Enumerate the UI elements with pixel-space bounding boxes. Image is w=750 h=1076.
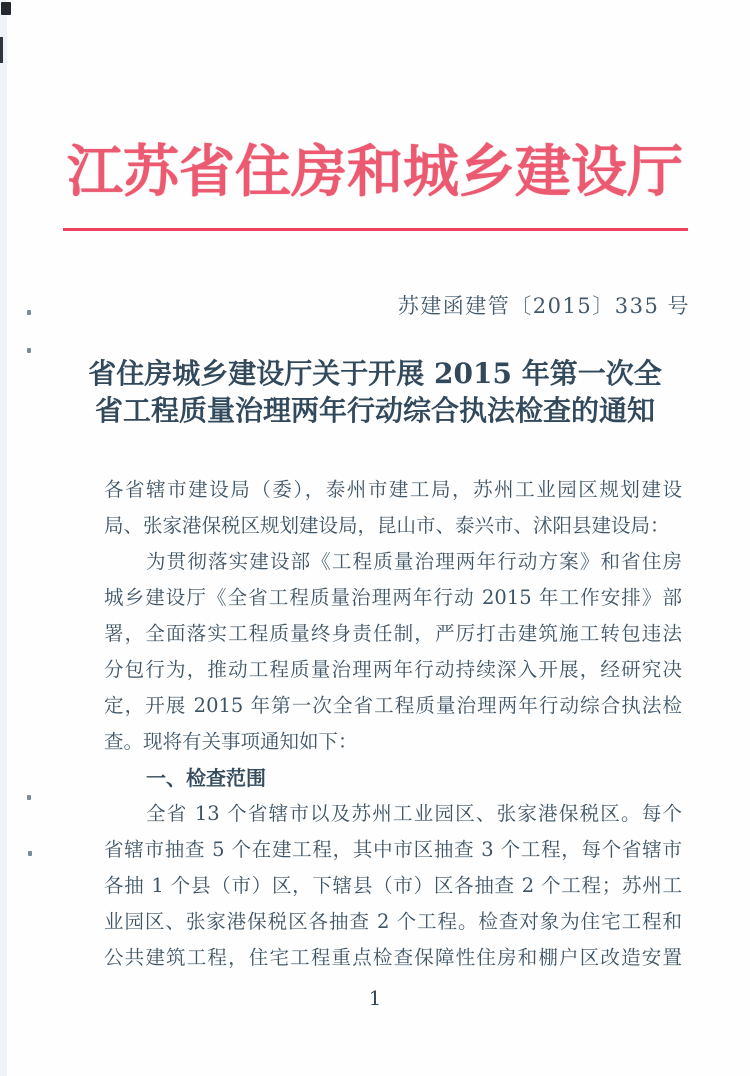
body-line: 省辖市抽查 5 个在建工程，其中市区抽查 3 个工程，每个省辖市 (104, 838, 682, 861)
document-number: 苏建函建管〔2015〕335 号 (397, 294, 690, 318)
body-line: 各抽 1 个县（市）区，下辖县（市）区各抽查 2 个工程；苏州工 (104, 874, 682, 897)
scan-artifact (0, 37, 3, 63)
body-line: 业园区、张家港保税区各抽查 2 个工程。检查对象为住宅工程和 (104, 910, 682, 933)
body-line: 公共建筑工程，住宅工程重点检查保障性住房和棚户区改造安置 (104, 946, 682, 969)
body-line: 全省 13 个省辖市以及苏州工业园区、张家港保税区。每个 (146, 802, 682, 825)
document-title-line2: 省工程质量治理两年行动综合执法检查的通知 (94, 394, 655, 427)
body-line: 城乡建设厅《全省工程质量治理两年行动 2015 年工作安排》部 (104, 586, 682, 609)
body-line: 为贯彻落实建设部《工程质量治理两年行动方案》和省住房 (146, 550, 682, 573)
body-line: 查。现将有关事项通知如下： (104, 730, 358, 753)
body-line: 各省辖市建设局（委），泰州市建工局，苏州工业园区规划建设 (104, 478, 682, 501)
body-line: 一、检查范围 (146, 766, 266, 790)
document-title (0, 355, 750, 429)
document-body (104, 472, 682, 976)
scan-artifact (27, 310, 31, 315)
scan-artifact (1, 2, 11, 15)
page-number: 1 (368, 986, 382, 1010)
document-title-line1: 省住房城乡建设厅关于开展 2015 年第一次全 (88, 357, 662, 390)
scan-artifact (27, 795, 31, 800)
body-line: 署，全面落实工程质量终身责任制，严厉打击建筑施工转包违法 (104, 622, 682, 645)
letterhead-title: 江苏省住房和城乡建设厅 (67, 139, 683, 205)
letterhead-divider (63, 228, 688, 231)
body-line: 局、张家港保税区规划建设局，昆山市、泰兴市、沭阳县建设局： (104, 514, 670, 537)
scan-artifact (27, 348, 31, 353)
scan-artifact (28, 851, 32, 856)
body-line: 定，开展 2015 年第一次全省工程质量治理两年行动综合执法检 (104, 694, 682, 717)
body-line: 分包行为，推动工程质量治理两年行动持续深入开展，经研究决 (104, 658, 682, 681)
